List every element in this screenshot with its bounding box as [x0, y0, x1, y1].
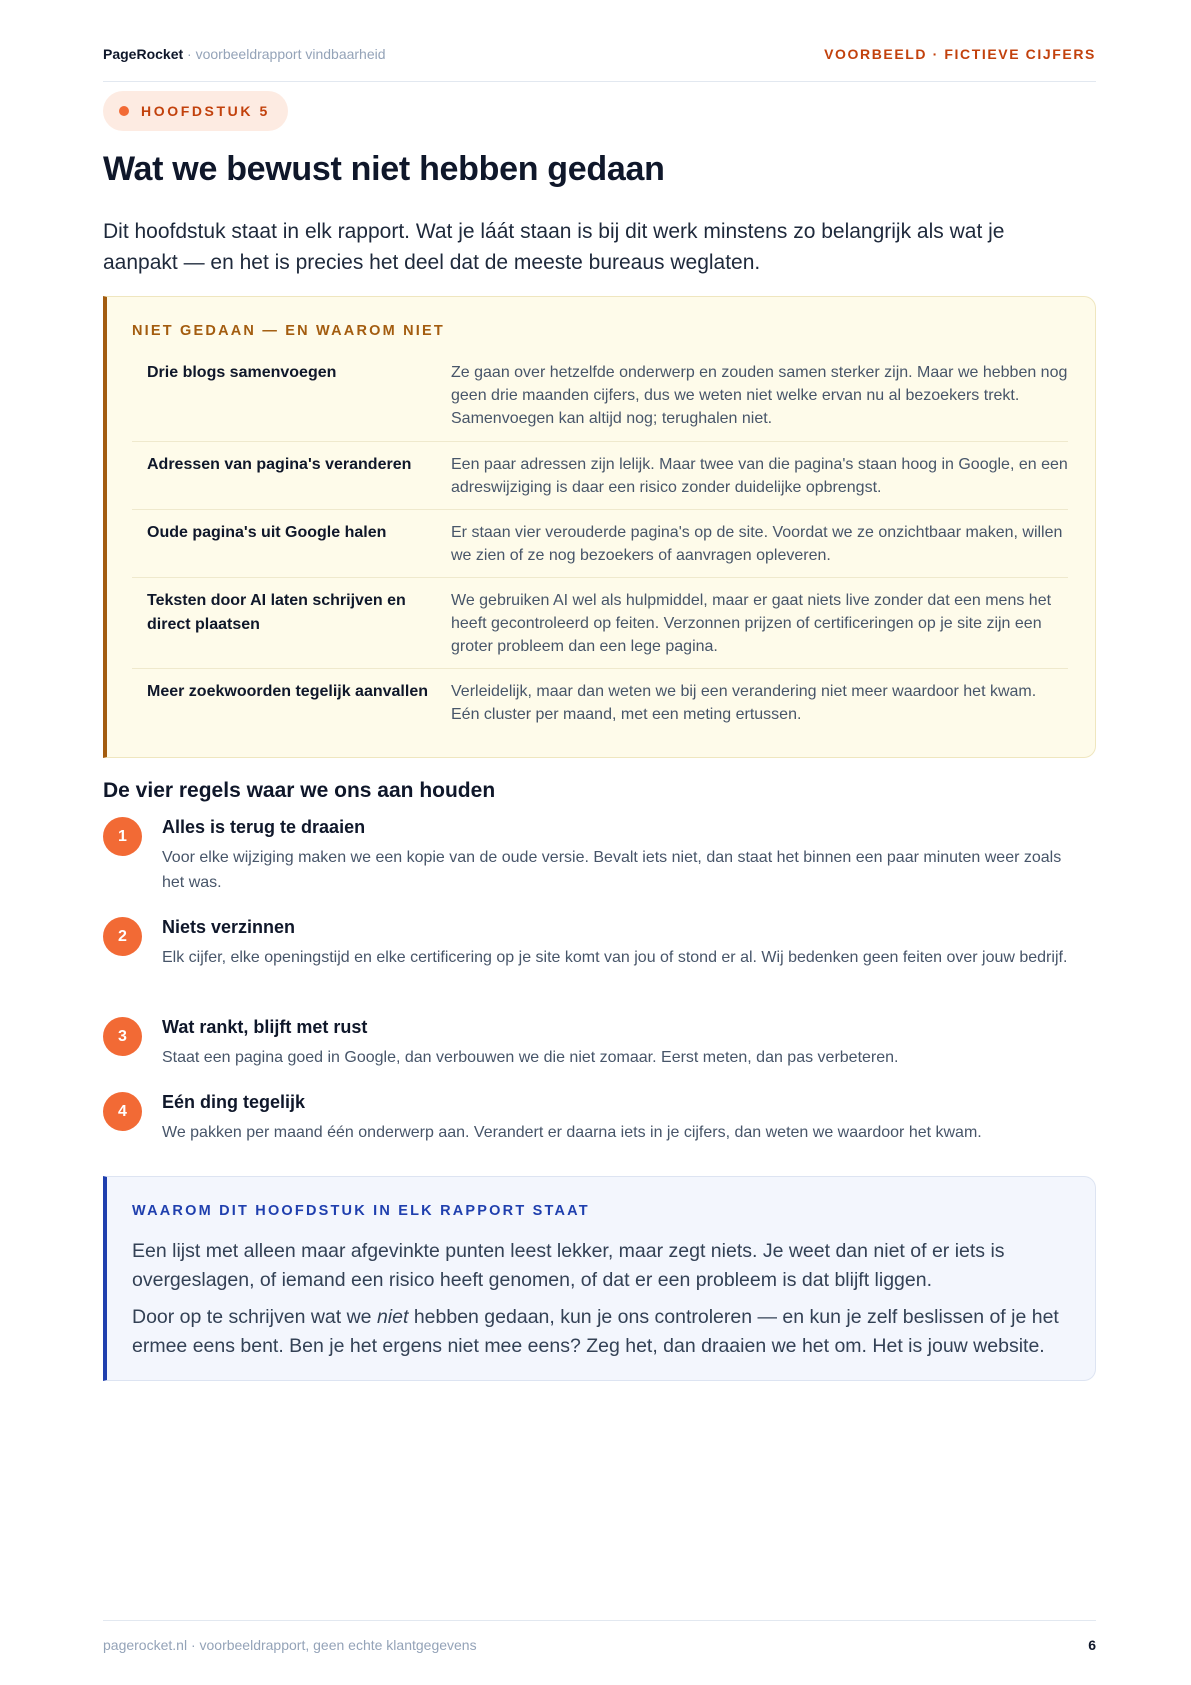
not-done-item: Meer zoekwoorden tegelijk aanvallen	[147, 683, 428, 700]
not-done-reason: Een paar adressen zijn lelijk. Maar twee van die pagina's staan hoog in Google, en een adreswijziging is daar een risico zonder duidelijke opbrengst.	[451, 456, 1068, 496]
brand-separator: ·	[187, 46, 192, 62]
why-text: Door op te schrijven wat we	[132, 1306, 377, 1328]
why-paragraph	[132, 1303, 1072, 1361]
rule-title: Niets verzinnen	[162, 917, 296, 937]
not-done-title: NIET GEDAAN — EN WAAROM NIET	[132, 323, 445, 339]
rule-number: 3	[103, 1017, 142, 1056]
rule-text: Staat een pagina goed in Google, dan verbouwen we die niet zomaar. Eerst meten, dan pas verbeteren.	[162, 1049, 899, 1066]
rule-title: Alles is terug te draaien	[162, 817, 366, 837]
not-done-table	[132, 350, 1068, 736]
not-done-item: Adressen van pagina's veranderen	[147, 456, 412, 473]
brand	[103, 46, 386, 62]
why-text: hebben gedaan, kun je ons controleren — en kun je zelf beslissen of je het ermee eens bent. Ben je het ergens niet mee eens? Zeg het, dan draaien we het om. Het is jouw website.	[132, 1306, 1059, 1357]
table-row	[132, 442, 1068, 510]
footer-divider	[103, 1620, 1096, 1621]
not-done-item: Teksten door AI laten schrijven en direct plaatsen	[147, 592, 406, 633]
brand-subtitle: voorbeeldrapport vindbaarheid	[195, 46, 386, 62]
rule-number: 1	[103, 817, 142, 856]
brand-name: PageRocket	[103, 46, 184, 62]
why-box	[103, 1176, 1096, 1381]
why-emphasis: niet	[376, 1306, 409, 1328]
table-row	[132, 350, 1068, 442]
why-title: WAAROM DIT HOOFDSTUK IN ELK RAPPORT STAAT	[132, 1203, 590, 1219]
table-row	[132, 578, 1068, 669]
rule-title: Wat rankt, blijft met rust	[162, 1017, 368, 1037]
rule-text: Elk cijfer, elke openingstijd en elke certificering op je site komt van jou of stond er al. Wij bedenken geen feiten over jouw bedrijf.	[162, 949, 1068, 966]
rule-number: 2	[103, 917, 142, 956]
header-divider	[103, 81, 1096, 82]
page-header	[103, 46, 1096, 66]
not-done-item: Oude pagina's uit Google halen	[147, 524, 387, 541]
chapter-label: HOOFDSTUK 5	[141, 103, 270, 119]
chapter-badge	[103, 91, 288, 131]
not-done-reason: Ze gaan over hetzelfde onderwerp en zouden samen sterker zijn. Maar we hebben nog geen drie maanden cijfers, dus we weten niet welke ervan nu al bezoekers trekt. Samenvoegen kan altijd nog; terughalen niet.	[451, 364, 1068, 427]
rule-title: Eén ding tegelijk	[162, 1092, 306, 1112]
not-done-reason: Verleidelijk, maar dan weten we bij een verandering niet meer waardoor het kwam. Eén cluster per maand, met een meting ertussen.	[451, 683, 1037, 723]
footer-text: pagerocket.nl · voorbeeldrapport, geen echte klantgegevens	[103, 1637, 477, 1653]
intro-text: Dit hoofdstuk staat in elk rapport. Wat je láát staan is bij dit werk minstens zo belangrijk als wat je aanpakt — en het is precies het deel dat de meeste bureaus weglaten.	[103, 220, 1005, 274]
sample-tag: VOORBEELD · FICTIEVE CIJFERS	[824, 46, 1096, 62]
not-done-item: Drie blogs samenvoegen	[147, 364, 337, 381]
rule-text: Voor elke wijziging maken we een kopie van de oude versie. Bevalt iets niet, dan staat het binnen een paar minuten weer zoals het was.	[162, 849, 1062, 891]
not-done-reason: Er staan vier verouderde pagina's op de site. Voordat we ze onzichtbaar maken, willen we zien of ze nog bezoekers of aanvragen opleveren.	[451, 524, 1063, 564]
not-done-box	[103, 296, 1096, 758]
rule-number: 4	[103, 1092, 142, 1131]
table-row	[132, 510, 1068, 578]
table-row	[132, 669, 1068, 736]
page-title: Wat we bewust niet hebben gedaan	[103, 150, 665, 188]
page-number: 6	[1088, 1637, 1096, 1653]
rules-title: De vier regels waar we ons aan houden	[103, 779, 496, 802]
rule-text: We pakken per maand één onderwerp aan. Verandert er daarna iets in je cijfers, dan weten we waardoor het kwam.	[162, 1124, 982, 1141]
dot-icon	[119, 106, 129, 116]
why-paragraph: Een lijst met alleen maar afgevinkte punten leest lekker, maar zegt niets. Je weet dan niet of er iets is overgeslagen, of iemand een risico heeft genomen, of dat er een probleem is dat blijft liggen.	[132, 1240, 1005, 1291]
not-done-reason: We gebruiken AI wel als hulpmiddel, maar er gaat niets live zonder dat een mens het heeft gecontroleerd op feiten. Verzonnen prijzen of certificeringen op je site zijn een groter probleem dan een lege pagina.	[451, 592, 1052, 655]
